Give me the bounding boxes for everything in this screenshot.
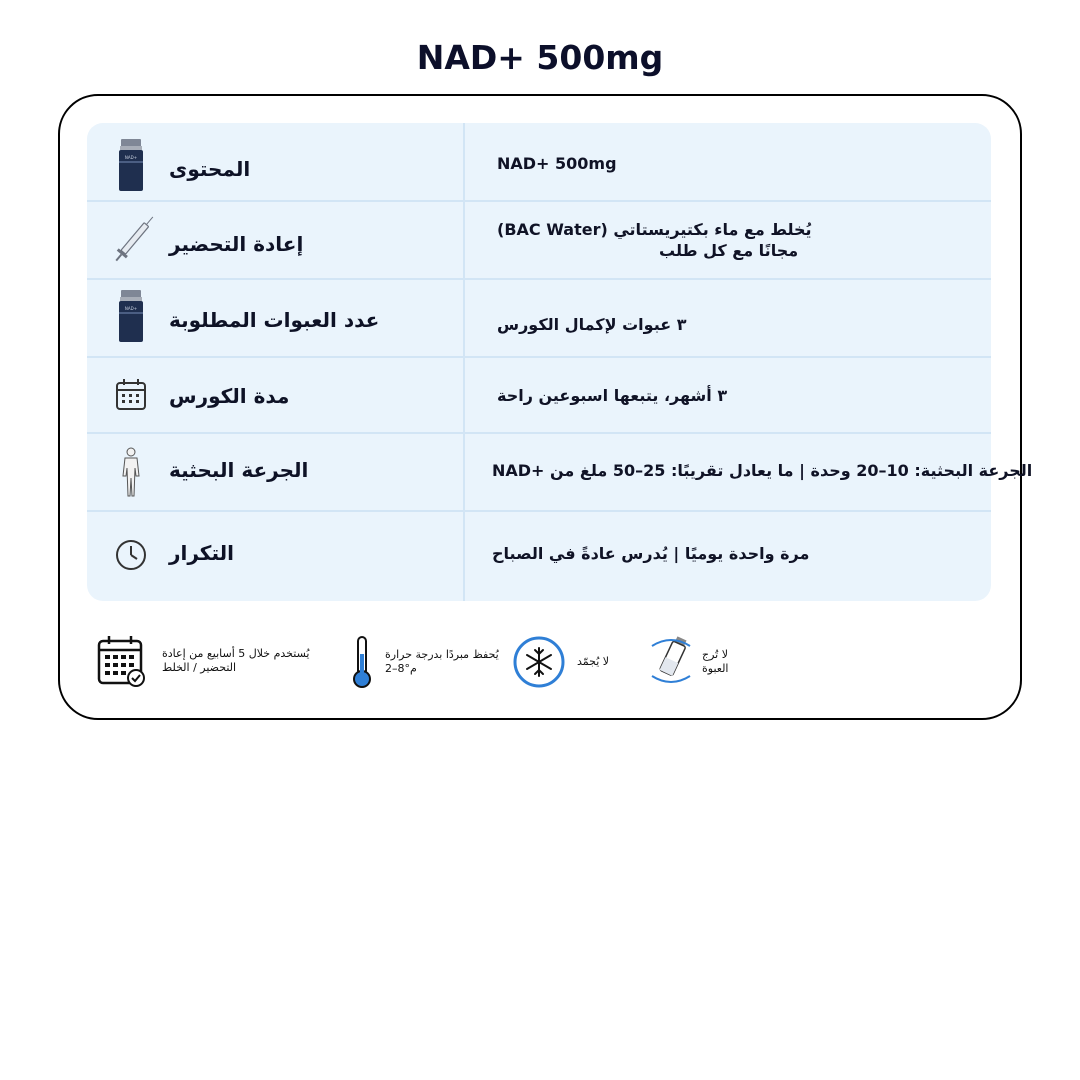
footer-text: لا يُجمّد bbox=[577, 655, 610, 668]
row-research-dose bbox=[87, 434, 1033, 510]
no-shake-vial-icon bbox=[646, 632, 696, 692]
row-label: إعادة التحضير bbox=[169, 232, 304, 256]
snowflake-icon bbox=[512, 635, 566, 689]
info-table bbox=[87, 123, 1033, 601]
footer-text: 2–8°م bbox=[385, 662, 417, 675]
thermometer-icon bbox=[348, 634, 376, 690]
row-value: مرة واحدة يوميًا | يُدرس عادةً في الصباح bbox=[492, 544, 810, 563]
footer-text: لا تُرج bbox=[702, 648, 729, 661]
calendar-check-icon bbox=[96, 633, 148, 689]
row-content bbox=[87, 123, 991, 200]
row-value-note: مجانًا مع كل طلب bbox=[659, 241, 799, 260]
row-label: الجرعة البحثية bbox=[169, 458, 309, 482]
footer-do-not-freeze bbox=[512, 635, 609, 689]
page-title: NAD+ 500mg bbox=[416, 38, 664, 77]
row-label: مدة الكورس bbox=[169, 384, 290, 408]
row-label: عدد العبوات المطلوبة bbox=[169, 308, 380, 332]
footer-text: التحضير / الخلط bbox=[162, 661, 237, 674]
vial-icon bbox=[111, 288, 151, 344]
row-value: ٣ عبوات لإكمال الكورس bbox=[497, 315, 687, 334]
footer-text: العبوة bbox=[702, 662, 729, 675]
row-course-duration bbox=[87, 358, 991, 432]
svg-text:NAD+: NAD+ bbox=[124, 155, 138, 160]
calendar-icon bbox=[111, 367, 151, 423]
row-reconstitution bbox=[87, 202, 991, 278]
row-frequency bbox=[87, 512, 991, 601]
footer-use-within bbox=[96, 633, 309, 689]
footer-do-not-shake bbox=[646, 632, 728, 692]
vial-icon bbox=[111, 137, 151, 193]
row-label: التكرار bbox=[169, 541, 234, 565]
row-value: NAD+ 500mg bbox=[497, 154, 617, 173]
row-label: المحتوى bbox=[169, 157, 251, 181]
footer-text: يُستخدم خلال 5 أسابيع من إعادة bbox=[162, 647, 310, 660]
row-value: (BAC Water) يُخلط مع ماء بكتيريستاتي bbox=[497, 220, 812, 239]
clock-icon bbox=[111, 528, 151, 584]
footer-text: يُحفظ مبردًا بدرجة حرارة bbox=[385, 648, 499, 661]
syringe-icon bbox=[111, 215, 151, 271]
row-value: NAD+ الجرعة البحثية: 10–20 وحدة | ما يعادل تقريبًا: 25–50 ملغ من bbox=[492, 461, 1033, 480]
footer-refrigerate bbox=[348, 634, 499, 690]
row-vial-count bbox=[87, 280, 991, 356]
svg-text:NAD+: NAD+ bbox=[124, 306, 138, 311]
row-value: ٣ أشهر، يتبعها اسبوعين راحة bbox=[497, 386, 728, 405]
human-body-icon bbox=[111, 444, 151, 500]
